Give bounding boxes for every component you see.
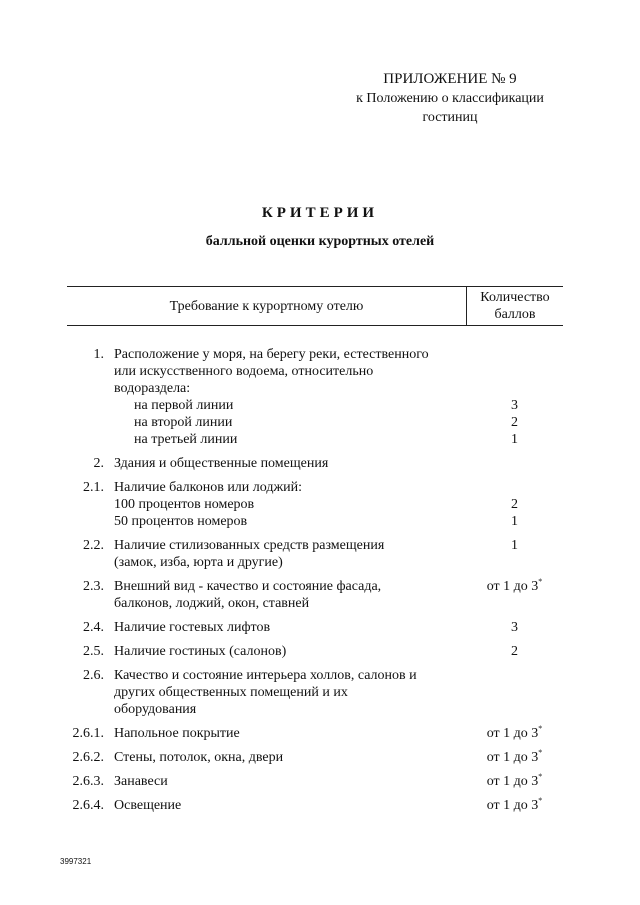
- score-line: [466, 619, 563, 636]
- row-score: [466, 749, 563, 766]
- row-score: [466, 643, 563, 660]
- requirement-line: (замок, изба, юрта и другие): [114, 555, 283, 570]
- score-line: [466, 797, 563, 814]
- requirement-line: Наличие балконов или лоджий:: [114, 480, 303, 495]
- footnote-mark: *: [538, 772, 543, 781]
- score-line: [466, 479, 563, 496]
- score-line: [466, 725, 563, 742]
- row-score: [466, 797, 563, 814]
- requirement-line: Занавеси: [114, 774, 168, 789]
- score-value: 3: [511, 398, 518, 413]
- score-value: 1: [511, 538, 518, 553]
- row-score: [466, 455, 563, 472]
- row-number: 2.6.3.: [72, 774, 104, 789]
- requirement-line: Напольное покрытие: [114, 726, 240, 741]
- row-score: [466, 773, 563, 790]
- appendix-ref-line2: гостиниц: [422, 110, 478, 125]
- row-requirement: [114, 667, 466, 718]
- score-line: [466, 414, 563, 431]
- row-number: 1.: [93, 347, 104, 362]
- score-line: [466, 684, 563, 701]
- requirement-line: Наличие стилизованных средств размещения: [114, 538, 385, 553]
- requirement-line: Стены, потолок, окна, двери: [114, 750, 284, 765]
- column-header-score: [467, 287, 563, 325]
- column-header-score-line2: баллов: [494, 307, 536, 322]
- requirement-line: водораздела:: [114, 381, 191, 396]
- score-value: 2: [511, 497, 518, 512]
- row-score: [466, 667, 563, 718]
- score-line: [466, 455, 563, 472]
- score-line: [466, 578, 563, 595]
- footnote-mark: *: [538, 796, 543, 805]
- table-row: [67, 346, 563, 448]
- requirement-line: балконов, лоджий, окон, ставней: [114, 596, 310, 611]
- score-value: от 1 до 3: [486, 774, 539, 789]
- row-score: [466, 619, 563, 636]
- row-number: 2.6.: [83, 668, 104, 683]
- requirement-line: Наличие гостиных (салонов): [114, 644, 287, 659]
- table-body: [67, 346, 563, 814]
- column-header-score-line1: Количество: [480, 290, 550, 305]
- row-requirement: [114, 619, 466, 636]
- row-number: 2.1.: [83, 480, 104, 495]
- row-number: 2.6.1.: [72, 726, 104, 741]
- row-requirement: [114, 773, 466, 790]
- requirement-line: 100 процентов номеров: [114, 497, 255, 512]
- score-line: [466, 749, 563, 766]
- requirement-line: Расположение у моря, на берегу реки, естественного: [114, 347, 429, 362]
- footnote-mark: *: [538, 577, 543, 586]
- appendix-number: ПРИЛОЖЕНИЕ № 9: [383, 71, 517, 87]
- score-line: [466, 397, 563, 414]
- score-value: 1: [511, 432, 518, 447]
- requirement-line: на первой линии: [134, 398, 234, 413]
- document-subtitle: балльной оценки курортных отелей: [205, 234, 435, 249]
- row-score: [466, 537, 563, 571]
- row-number: 2.5.: [83, 644, 104, 659]
- row-requirement: [114, 749, 466, 766]
- column-header-requirement: Требование к курортному отелю: [67, 287, 467, 325]
- requirement-line: других общественных помещений и их: [114, 685, 348, 700]
- requirement-line: 50 процентов номеров: [114, 514, 248, 529]
- requirement-line: или искусственного водоема, относительно: [114, 364, 374, 379]
- row-score: [466, 578, 563, 612]
- score-value: от 1 до 3: [486, 798, 539, 813]
- score-line: [466, 773, 563, 790]
- appendix-block: [330, 70, 570, 127]
- score-value: 1: [511, 514, 518, 529]
- requirement-line: на второй линии: [134, 415, 233, 430]
- table-row: [67, 773, 563, 790]
- score-line: [466, 513, 563, 530]
- score-value: 3: [511, 620, 518, 635]
- appendix-ref-line1: к Положению о классификации: [356, 91, 544, 106]
- score-line: [466, 667, 563, 684]
- row-requirement: [114, 643, 466, 660]
- score-line: [466, 701, 563, 718]
- score-value: от 1 до 3: [486, 579, 539, 594]
- footnote-mark: *: [538, 748, 543, 757]
- score-line: [466, 595, 563, 612]
- score-line: [466, 363, 563, 380]
- score-line: [466, 537, 563, 554]
- row-score: [466, 725, 563, 742]
- table-row: [67, 725, 563, 742]
- row-requirement: [114, 797, 466, 814]
- requirement-line: на третьей линии: [134, 432, 238, 447]
- table-row: [67, 537, 563, 571]
- table-row: [67, 749, 563, 766]
- row-requirement: [114, 455, 466, 472]
- score-line: [466, 643, 563, 660]
- score-value: от 1 до 3: [486, 750, 539, 765]
- row-number: 2.6.4.: [72, 798, 104, 813]
- score-line: [466, 346, 563, 363]
- requirement-line: оборудования: [114, 702, 197, 717]
- footer-code: 3997321: [60, 857, 92, 866]
- row-number: 2.: [93, 456, 104, 471]
- row-number: 2.4.: [83, 620, 104, 635]
- row-score: [466, 346, 563, 448]
- footnote-mark: *: [538, 724, 543, 733]
- requirement-line: Наличие гостевых лифтов: [114, 620, 271, 635]
- row-number: 2.6.2.: [72, 750, 104, 765]
- requirement-line: Внешний вид - качество и состояние фасада,: [114, 579, 382, 594]
- score-value: 2: [511, 644, 518, 659]
- row-requirement: [114, 479, 466, 530]
- row-requirement: [114, 725, 466, 742]
- row-number: 2.2.: [83, 538, 104, 553]
- criteria-table: [67, 286, 563, 821]
- score-line: [466, 554, 563, 571]
- table-row: [67, 619, 563, 636]
- requirement-line: Здания и общественные помещения: [114, 456, 329, 471]
- table-header: [67, 286, 563, 326]
- row-requirement: [114, 346, 466, 448]
- row-score: [466, 479, 563, 530]
- row-requirement: [114, 537, 466, 571]
- row-requirement: [114, 578, 466, 612]
- table-row: [67, 455, 563, 472]
- score-line: [466, 431, 563, 448]
- table-row: [67, 578, 563, 612]
- table-row: [67, 643, 563, 660]
- document-title: КРИТЕРИИ: [261, 205, 379, 221]
- row-number: 2.3.: [83, 579, 104, 594]
- score-line: [466, 380, 563, 397]
- score-value: 2: [511, 415, 518, 430]
- table-row: [67, 667, 563, 718]
- score-value: от 1 до 3: [486, 726, 539, 741]
- table-row: [67, 797, 563, 814]
- requirement-line: Освещение: [114, 798, 182, 813]
- table-row: [67, 479, 563, 530]
- requirement-line: Качество и состояние интерьера холлов, салонов и: [114, 668, 417, 683]
- score-line: [466, 496, 563, 513]
